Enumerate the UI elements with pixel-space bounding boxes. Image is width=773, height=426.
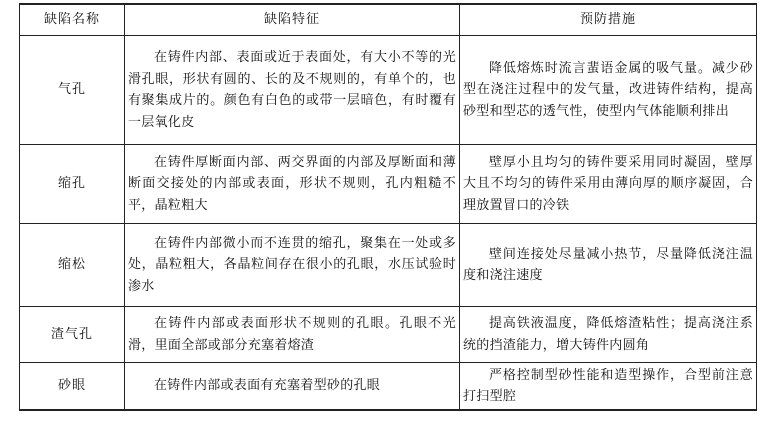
table-row — [20, 224, 757, 307]
prevention-cell: 降低熔炼时流言蜚语金属的吸气量。减少砂型在浇注过程中的发气量，改进铸件结构，提高砂型和型芯的透气性，使型内气体能顺利排出 — [460, 36, 757, 145]
defect-feature-cell: 在铸件内部或表面有充塞着型砂的孔眼 — [125, 363, 460, 411]
header-defect-name: 缺陷名称 — [20, 4, 125, 36]
defect-name-cell: 缩松 — [20, 224, 125, 307]
defect-name-cell: 缩孔 — [20, 145, 125, 224]
prevention-cell: 严格控制型砂性能和造型操作，合型前注意打扫型腔 — [460, 363, 757, 411]
table-row — [20, 36, 757, 145]
header-prevention: 预防措施 — [460, 4, 757, 36]
table-row — [20, 307, 757, 363]
defect-name-cell: 砂眼 — [20, 363, 125, 411]
table-header-row — [20, 4, 757, 36]
header-defect-feature: 缺陷特征 — [125, 4, 460, 36]
table-row — [20, 145, 757, 224]
defect-feature-cell: 在铸件内部或表面形状不规则的孔眼。孔眼不光滑，里面全部或部分充塞着熔渣 — [125, 307, 460, 363]
prevention-cell: 提高铁液温度，降低熔渣粘性；提高浇注系统的挡渣能力，增大铸件内圆角 — [460, 307, 757, 363]
defect-name-cell: 气孔 — [20, 36, 125, 145]
defect-feature-cell: 在铸件内部、表面或近于表面处，有大小不等的光滑孔眼，形状有圆的、长的及不规则的，有单个的，也有聚集成片的。颜色有白色的或带一层暗色，有时覆有一层氧化皮 — [125, 36, 460, 145]
prevention-cell: 壁厚小且均匀的铸件要采用同时凝固，壁厚大且不均匀的铸件采用由薄向厚的顺序凝固，合理放置冒口的冷铁 — [460, 145, 757, 224]
defect-name-cell: 渣气孔 — [20, 307, 125, 363]
prevention-cell: 壁间连接处尽量减小热节，尽量降低浇注温度和浇注速度 — [460, 224, 757, 307]
table-row — [20, 363, 757, 411]
defect-feature-cell: 在铸件内部微小而不连贯的缩孔，聚集在一处或多处，晶粒粗大，各晶粒间存在很小的孔眼，水压试验时渗水 — [125, 224, 460, 307]
casting-defects-table — [19, 3, 757, 411]
defect-feature-cell: 在铸件厚断面内部、两交界面的内部及厚断面和薄断面交接处的内部或表面，形状不规则，孔内粗糙不平，晶粒粗大 — [125, 145, 460, 224]
